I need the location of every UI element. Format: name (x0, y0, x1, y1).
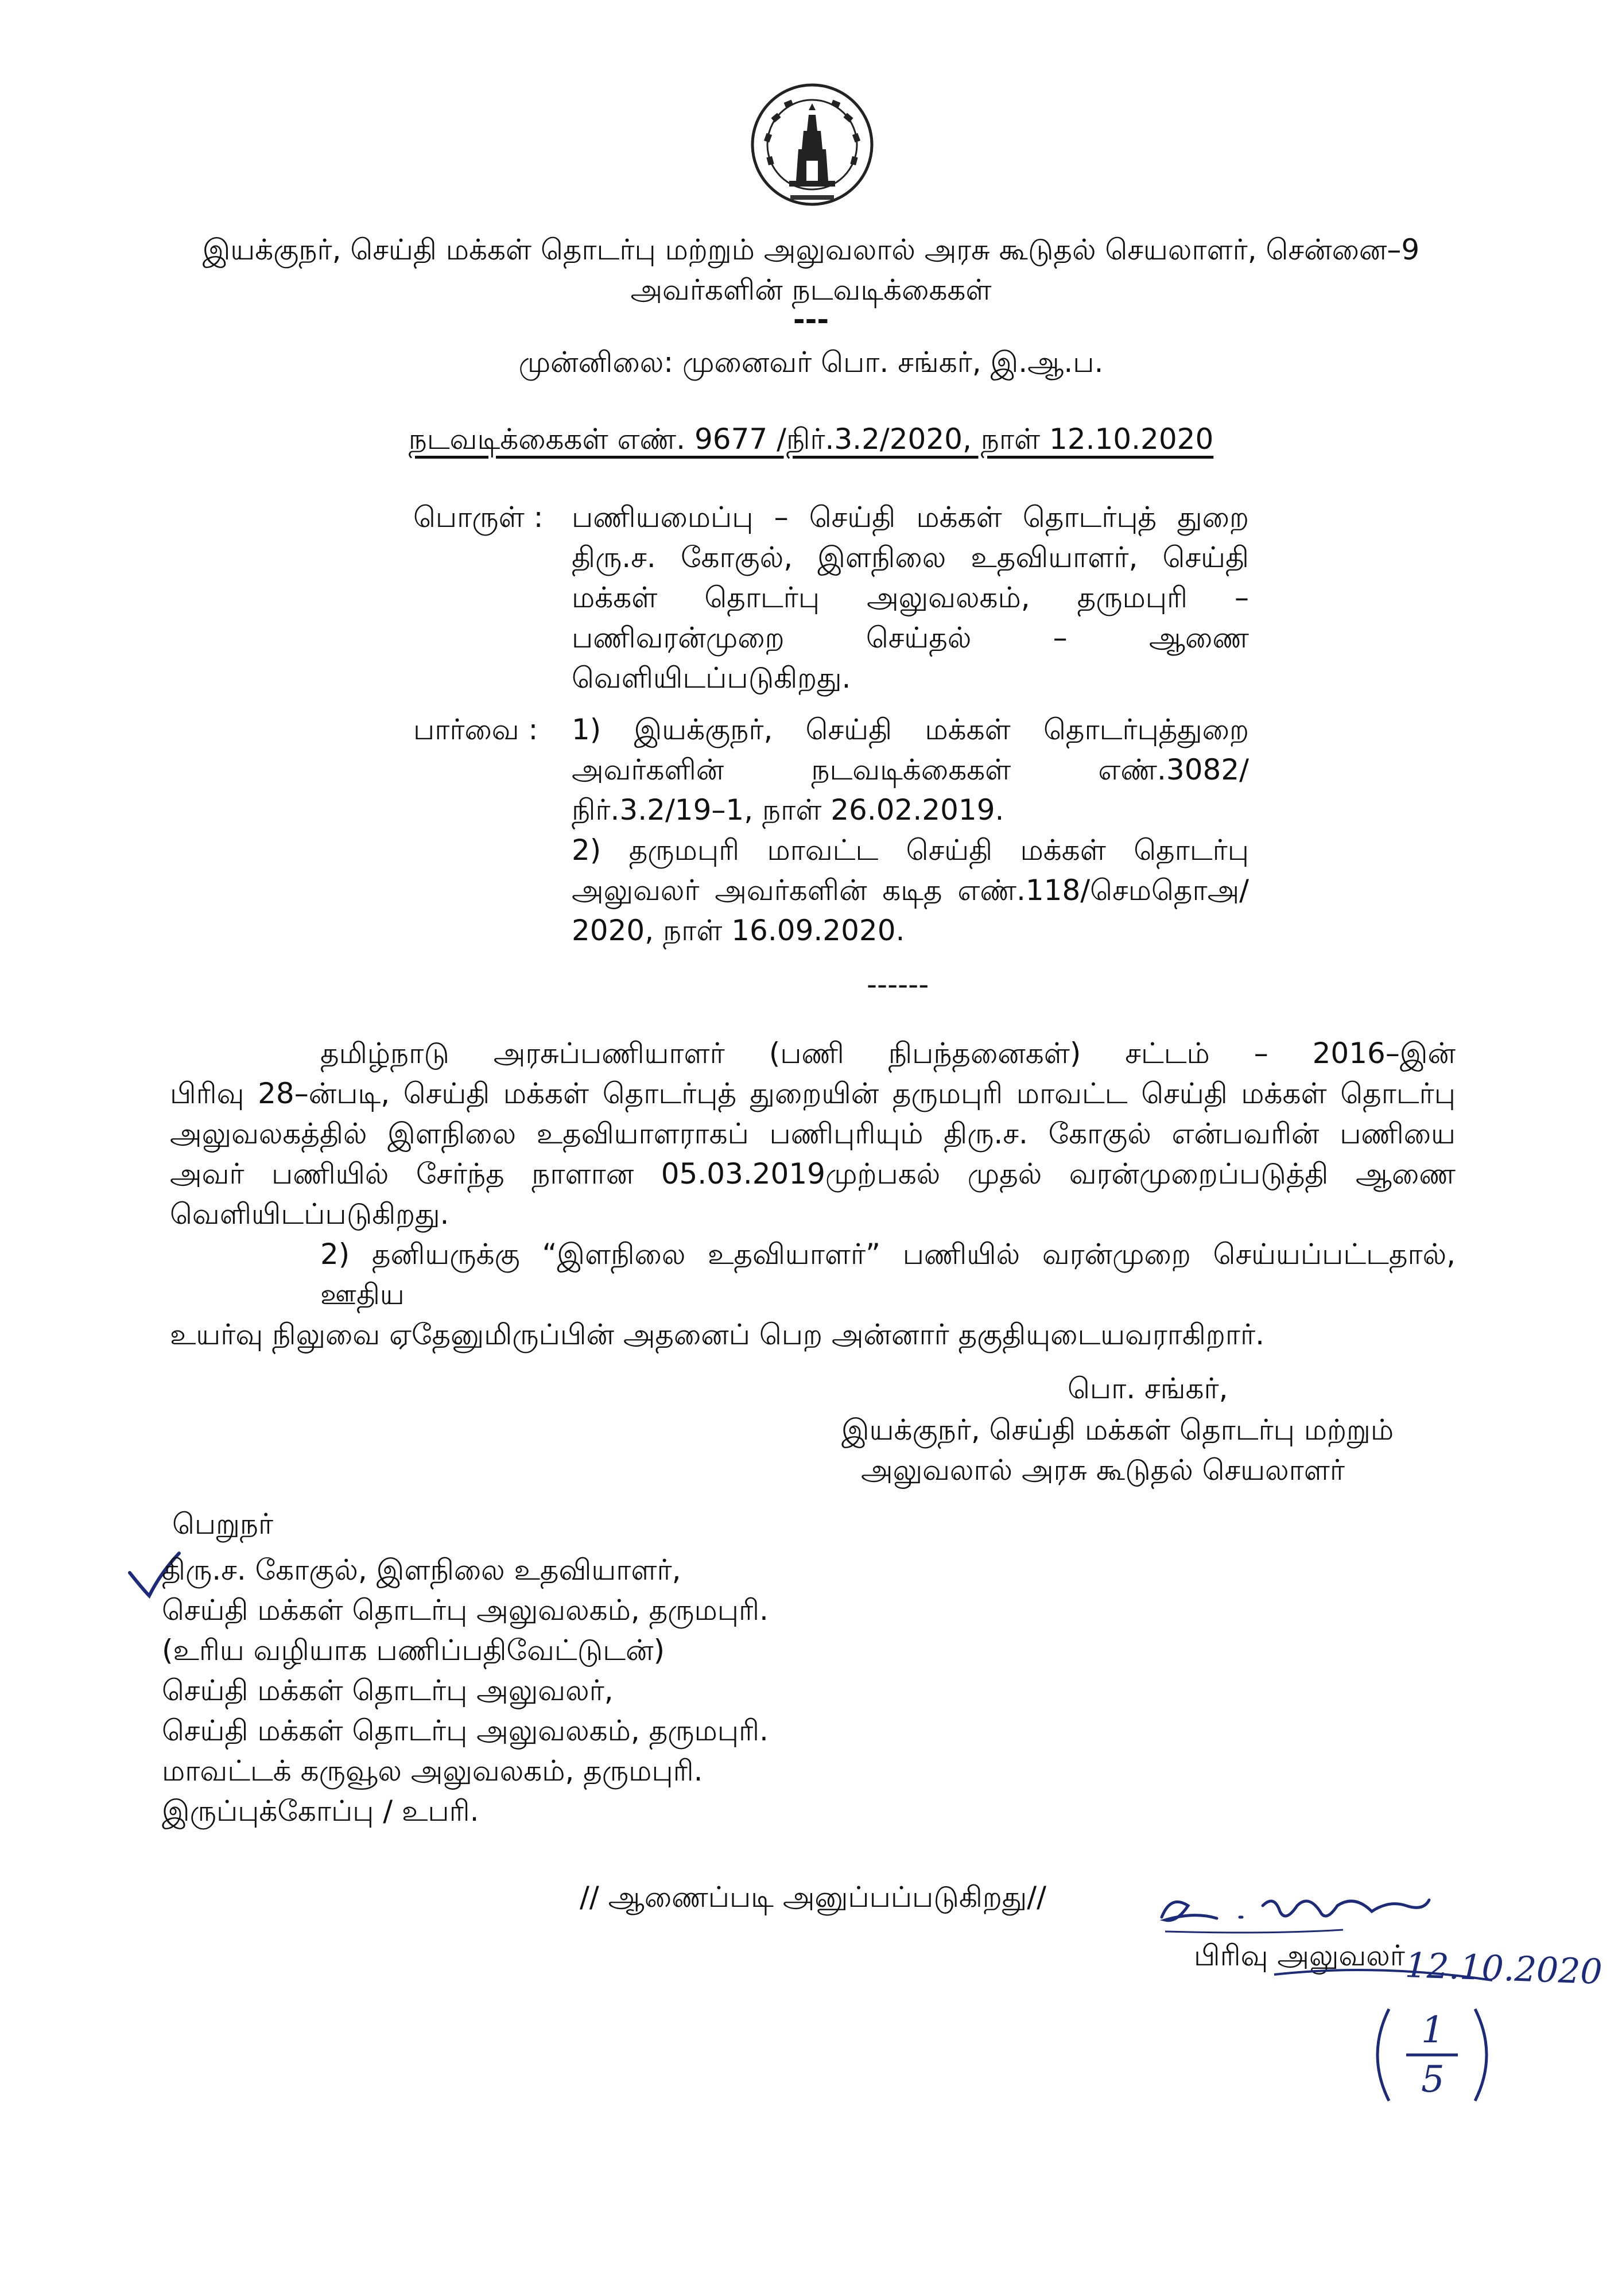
handwritten-date: 12.10.2020 (1404, 1945, 1603, 1992)
body-line: உயர்வு நிலுவை ஏதேனுமிருப்பின் அதனைப் பெற அன்னார் தகுதியுடையவராகிறார். (170, 1318, 1265, 1351)
reference-line: நிர்.3.2/19–1, நாள் 26.02.2019. (572, 793, 1004, 827)
signatory-name: பொ. சங்கர், (1068, 1372, 1228, 1405)
header-divider: --- (793, 303, 829, 336)
subject-text (572, 497, 1249, 698)
separator: ------ (867, 968, 929, 1001)
recipient-line: செய்தி மக்கள் தொடர்பு அலுவலகம், தருமபுரி. (162, 1714, 769, 1747)
recipient-line: இருப்புக்கோப்பு / உபரி. (162, 1794, 479, 1828)
header-title-line2: அவர்களின் நடவடிக்கைகள் (630, 273, 992, 307)
signatory-title-1: இயக்குநர், செய்தி மக்கள் தொடர்பு மற்றும் (841, 1413, 1394, 1446)
forwarded-note: // ஆணைப்படி அனுப்பப்படுகிறது// (580, 1880, 1046, 1914)
body-line: பிரிவு 28–ன்படி, செய்தி மக்கள் தொடர்புத் துறையின் தருமபுரி மாவட்ட செய்தி மக்கள் தொடர்பு (170, 1077, 1456, 1110)
recipients-list (162, 1550, 769, 1831)
reference-text (572, 709, 1249, 951)
recipients-label: பெறுநர் (172, 1507, 274, 1541)
body-line: அலுவலகத்தில் இளநிலை உதவியாளராகப் பணிபுரியும் திரு.ச. கோகுல் என்பவரின் பணியை (170, 1117, 1456, 1150)
reference-line: அலுவலர் அவர்களின் கடித எண்.118/செமதொஅ/ (572, 874, 1249, 907)
body-paragraph-1 (170, 1033, 1456, 1234)
fraction-denominator: 5 (1421, 2058, 1445, 2101)
subject-last-line: வெளியிடப்படுகிறது. (572, 661, 851, 695)
signatory-title-2: அலுவலால் அரசு கூடுதல் செயலாளர் (861, 1453, 1345, 1487)
recipient-line: செய்தி மக்கள் தொடர்பு அலுவலகம், தருமபுரி. (162, 1593, 769, 1627)
recipient-line: மாவட்டக் கருவூல அலுவலகம், தருமபுரி. (162, 1754, 703, 1787)
subject-line: பணியமைப்பு – செய்தி மக்கள் தொடர்புத் துறை (572, 501, 1249, 534)
body-line: 2) தனியருக்கு “இளநிலை உதவியாளர்” பணியில் வரன்முறை செய்யப்பட்டதால், ஊதிய (320, 1238, 1456, 1311)
reference-line: 1) இயக்குநர், செய்தி மக்கள் தொடர்புத்துறை (572, 713, 1249, 746)
subject-label: பொருள் : (413, 501, 544, 534)
reference-line: 2020, நாள் 16.09.2020. (572, 914, 905, 947)
recipient-line: திரு.ச. கோகுல், இளநிலை உதவியாளர், (162, 1553, 681, 1587)
reference-label: பார்வை : (413, 713, 538, 746)
presence-line: முன்னிலை: முனைவர் பொ. சங்கர், இ.ஆ.ப. (518, 346, 1104, 379)
reference-line: அவர்களின் நடவடிக்கைகள் எண்.3082/ (572, 753, 1249, 786)
recipient-line: செய்தி மக்கள் தொடர்பு அலுவலர், (162, 1674, 614, 1707)
reference-line: 2) தருமபுரி மாவட்ட செய்தி மக்கள் தொடர்பு (572, 833, 1249, 867)
proceedings-number: நடவடிக்கைகள் எண். 9677 /நிர்.3.2/2020, நாள் 12.10.2020 (408, 422, 1214, 456)
header-title-line1: இயக்குநர், செய்தி மக்கள் தொடர்பு மற்றும் அலுவலால் அரசு கூடுதல் செயலாளர், சென்னை–9 (202, 233, 1420, 266)
body-line: அவர் பணியில் சேர்ந்த நாளான 05.03.2019முற்பகல் முதல் வரன்முறைப்படுத்தி ஆணை (170, 1157, 1456, 1190)
subject-line: திரு.ச. கோகுல், இளநிலை உதவியாளர், செய்தி (572, 541, 1249, 574)
subject-line: மக்கள் தொடர்பு அலுவலகம், தருமபுரி – (572, 581, 1249, 614)
state-emblem-icon (749, 80, 875, 212)
fraction-numerator: 1 (1421, 2009, 1445, 2051)
recipient-line: (உரிய வழியாக பணிப்பதிவேட்டுடன்) (162, 1634, 665, 1667)
body-paragraph-2 (170, 1234, 1456, 1355)
body-line: வெளியிடப்படுகிறது. (170, 1197, 449, 1231)
subject-line: பணிவரன்முறை செய்தல் – ஆணை (572, 621, 1249, 654)
page-fraction (1366, 1998, 1498, 2112)
section-officer-label: பிரிவு அலுவலர் (1194, 1939, 1405, 1972)
body-line: தமிழ்நாடு அரசுப்பணியாளர் (பணி நிபந்தனைகள்) சட்டம் – 2016–இன் (320, 1037, 1456, 1070)
